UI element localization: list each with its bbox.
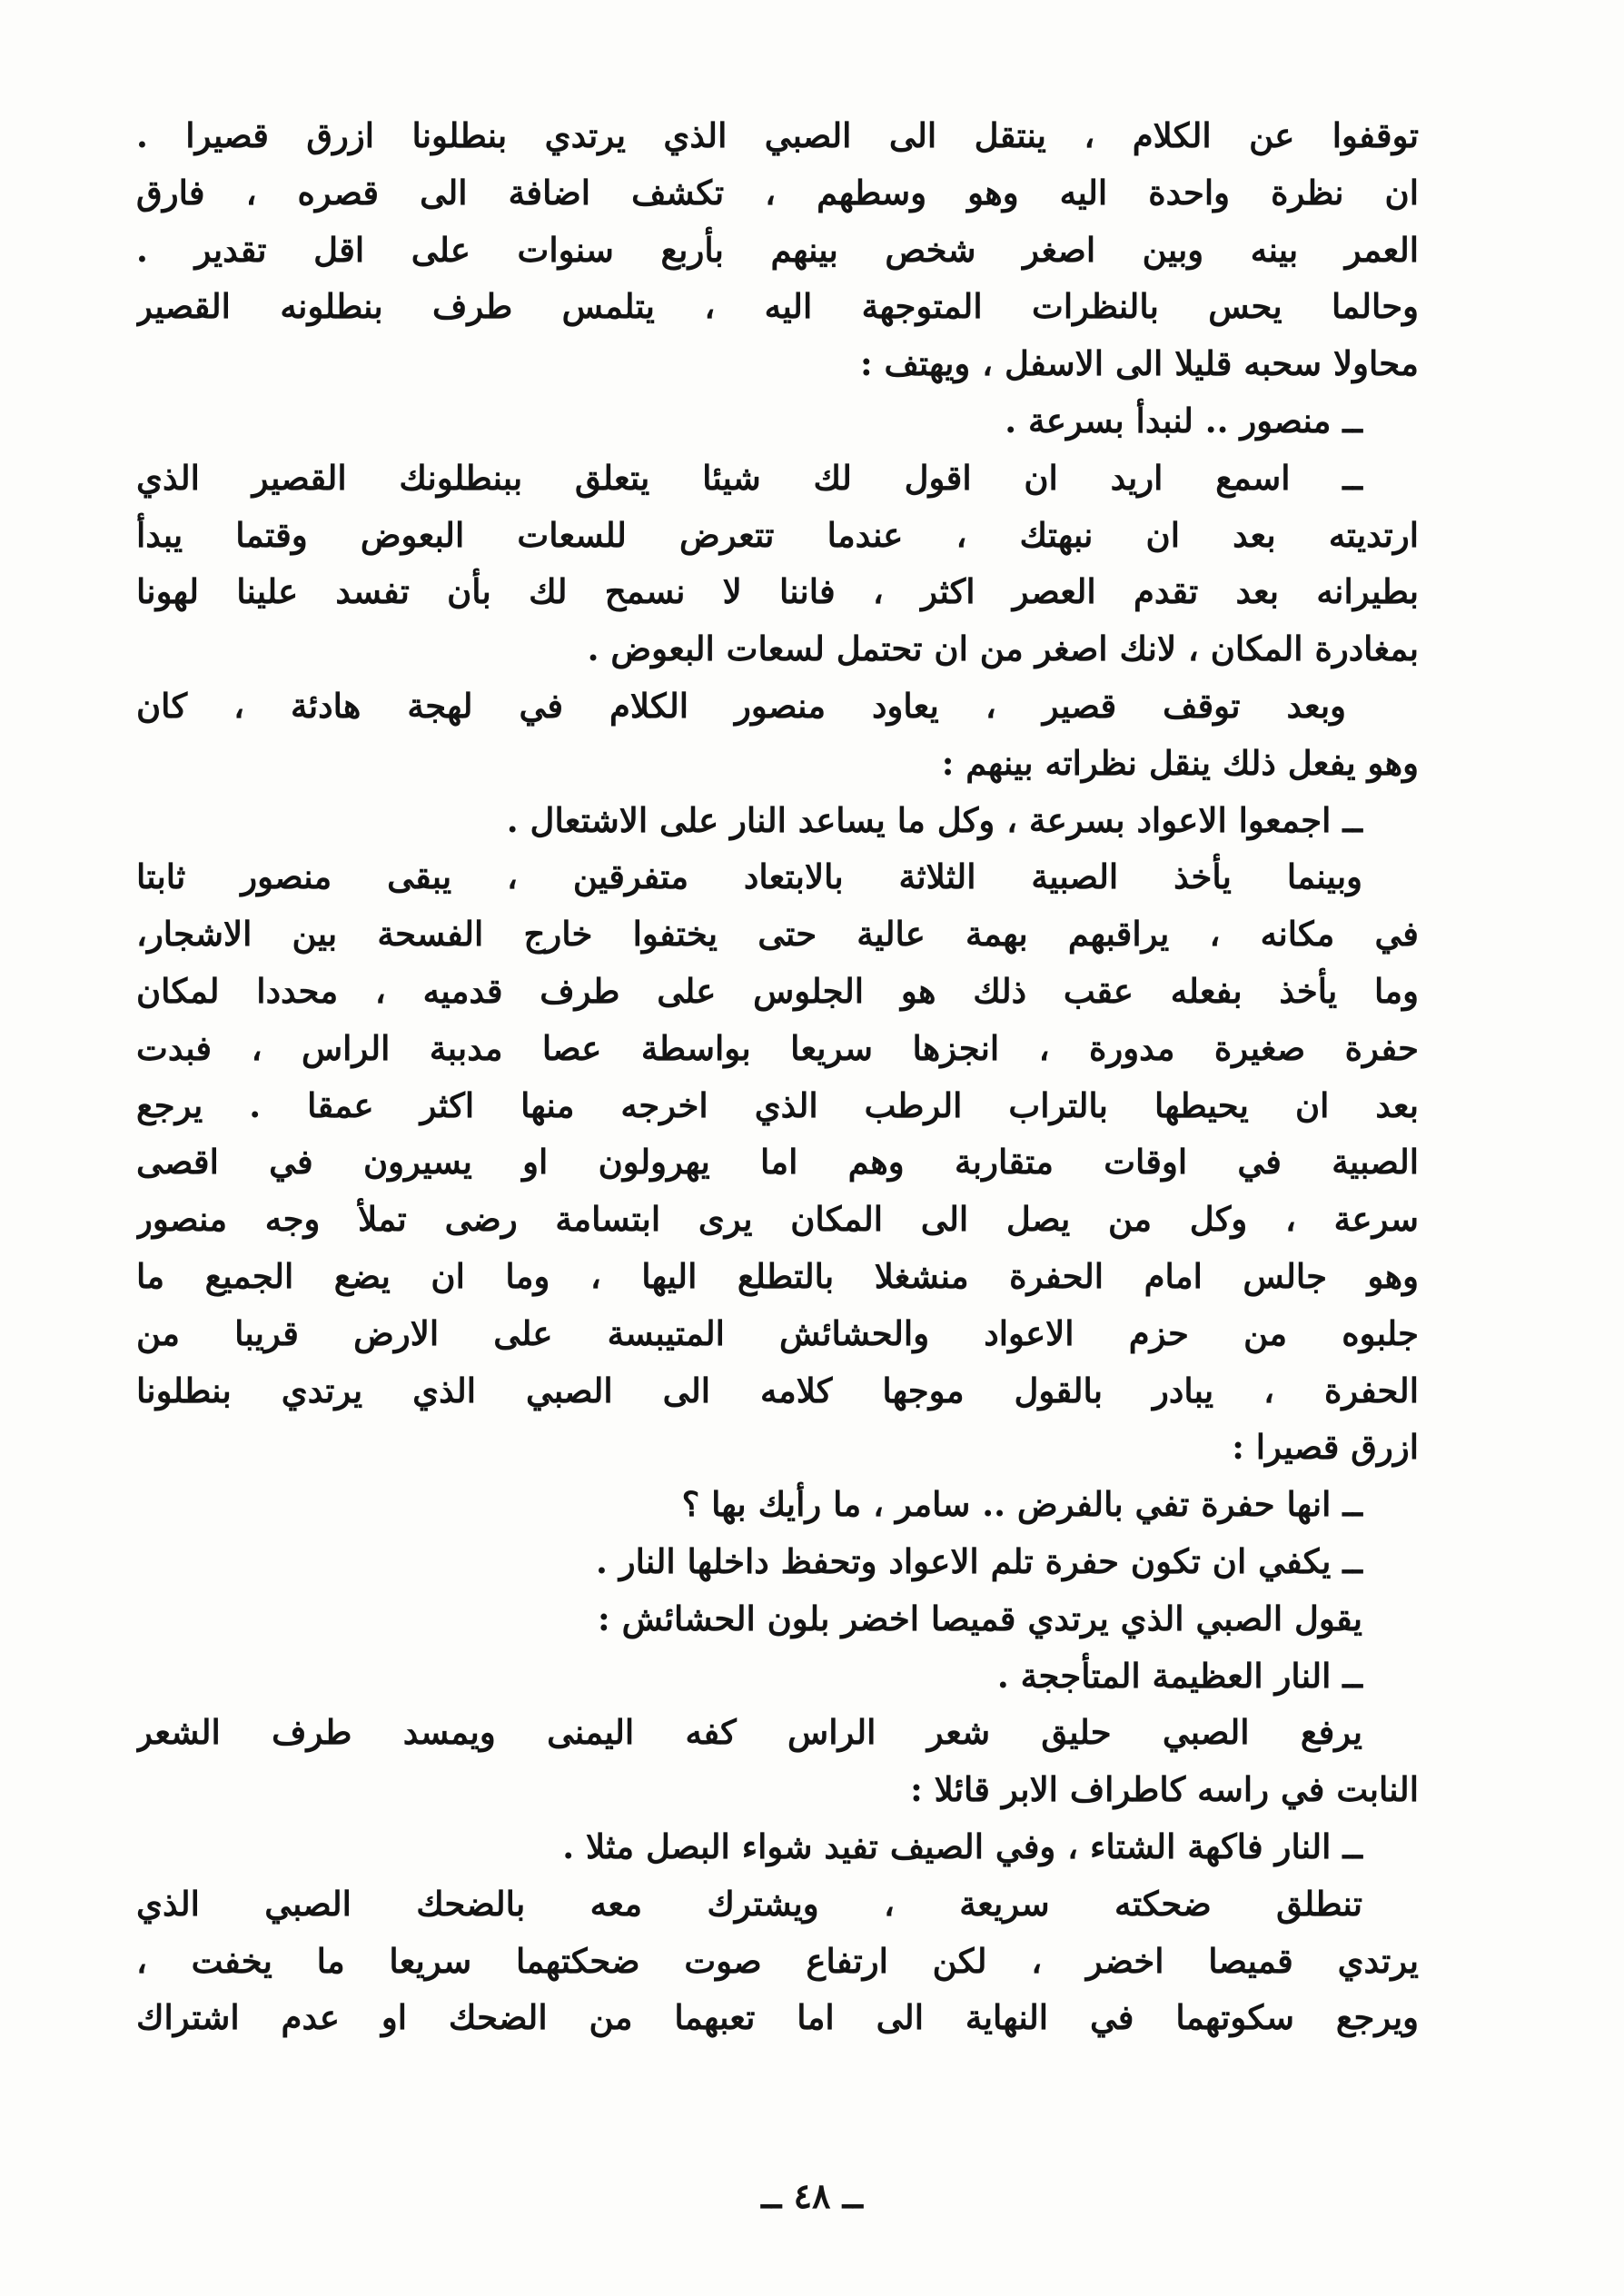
text-line: تنطلق ضحكته سريعة ، ويشترك معه بالضحك الصبي الذي [136, 1883, 1362, 1924]
text-line: يرفع الصبي حليق شعر الراس كفه اليمنى ويمسد طرف الشعر [136, 1712, 1362, 1753]
text-line: يقول الصبي الذي يرتدي قميصا اخضر بلون الحشائش : [598, 1598, 1362, 1638]
text-line: توقفوا عن الكلام ، ينتقل الى الصبي الذي يرتدي بنطلونا ازرق قصيرا . [136, 115, 1419, 155]
text-line: ــ اجمعوا الاعواد بسرعة ، وكل ما يساعد النار على الاشتعال . [506, 799, 1362, 840]
text-line: بعد ان يحيطها بالتراب الرطب الذي اخرجه منها اكثر عمقا . يرجع [136, 1084, 1419, 1125]
text-line: العمر بينه وبين اصغر شخص بينهم بأربع سنوات على اقل تقدير . [136, 229, 1419, 270]
text-line: سرعة ، وكل من يصل الى المكان يرى ابتسامة رضى تملأ وجه منصور [136, 1199, 1419, 1240]
text-line: بمغادرة المكان ، لانك اصغر من ان تحتمل لسعات البعوض . [587, 628, 1419, 669]
text-line: ــ يكفي ان تكون حفرة تلم الاعواد وتحفظ داخلها النار . [596, 1540, 1362, 1581]
text-line: ازرق قصيرا : [1232, 1427, 1419, 1468]
text-line: ــ منصور .. لنبدأ بسرعة . [1005, 400, 1362, 440]
text-line: ــ انها حفرة تفي بالفرض .. سامر ، ما رأيك بها ؟ [681, 1484, 1362, 1525]
text-line: حفرة صغيرة مدورة ، انجزها سريعا بواسطة عصا مدببة الراس ، فبدت [136, 1027, 1419, 1068]
text-line: ــ اسمع اريد ان اقول لك شيئا يتعلق ببنطلونك القصير الذي [136, 457, 1362, 498]
text-line: في مكانه ، يراقبهم بهمة عالية حتى يختفوا خارج الفسحة بين الاشجار، [136, 914, 1419, 955]
text-line: الصبية في اوقات متقاربة وهم اما يهرولون او يسيرون في اقصى [136, 1142, 1419, 1183]
text-line: جلبوه من حزم الاعواد والحشائش المتيبسة على الارض قريبا من [136, 1312, 1419, 1353]
text-line: يرتدي قميصا اخضر ، لكن ارتفاع صوت ضحكتهما سريعا ما يخفت ، [136, 1940, 1419, 1981]
text-line: النابت في راسه كاطراف الابر قائلا : [910, 1769, 1419, 1810]
text-line: وهو يفعل ذلك ينقل نظراته بينهم : [941, 742, 1419, 783]
text-line: وهو جالس امام الحفرة منشغلا بالتطلع اليها ، وما ان يضع الجميع ما [136, 1255, 1419, 1296]
text-line: وحالما يحس بالنظرات المتوجهة اليه ، يتلمس طرف بنطلونه القصير [136, 286, 1419, 327]
text-line: وما يأخذ بفعله عقب ذلك هو الجلوس على طرف قدميه ، محددا لمكان [136, 970, 1419, 1011]
text-line: ويرجع سكوتهما في النهاية الى اما تعبهما من الضحك او عدم اشتراك [136, 1997, 1419, 2038]
text-line: محاولا سحبه قليلا الى الاسفل ، ويهتف : [860, 343, 1419, 384]
text-line: ــ النار فاكهة الشتاء ، وفي الصيف تفيد شواء البصل مثلا . [562, 1826, 1362, 1866]
text-line: الحفرة ، يبادر بالقول موجها كلامه الى الصبي الذي يرتدي بنطلونا [136, 1370, 1419, 1410]
page-number: ــ ٤٨ ــ [761, 2175, 863, 2216]
text-line: ــ النار العظيمة المتأججة . [996, 1655, 1362, 1696]
text-line: وبعد توقف قصير ، يعاود منصور الكلام في لهجة هادئة ، كان [136, 685, 1346, 726]
text-line: وبينما يأخذ الصبية الثلاثة بالابتعاد متفرقين ، يبقى منصور ثابتا [136, 856, 1362, 897]
text-line: ان نظرة واحدة اليه وهو وسطهم ، تكشف اضافة الى قصره ، فارق [136, 172, 1419, 213]
text-line: بطيرانه بعد تقدم العصر اكثر ، فاننا لا نسمح لك بأن تفسد علينا لهونا [136, 571, 1419, 612]
text-line: ارتديته بعد ان نبهتك ، عندما تتعرض للسعات البعوض وقتما يبدأ [136, 514, 1419, 555]
body-text [136, 107, 1419, 2046]
